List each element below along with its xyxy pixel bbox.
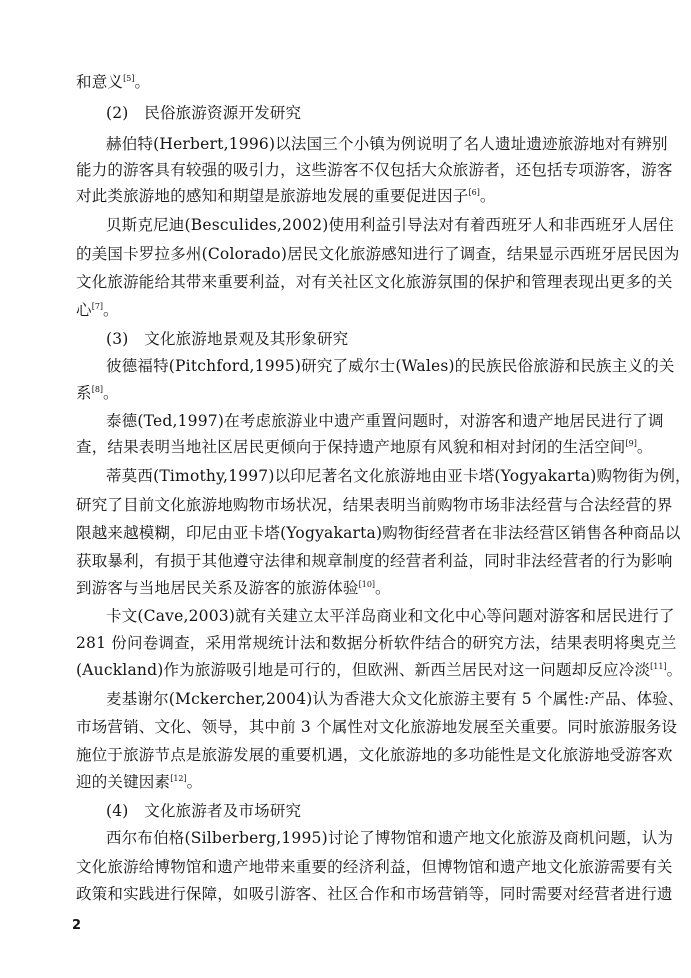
- citation-ref: [8]: [91, 384, 104, 394]
- line-tail: 。: [636, 438, 653, 456]
- text-line: [76, 159, 673, 181]
- citation-ref: [11]: [650, 661, 667, 671]
- text-line: [76, 577, 606, 599]
- line-text: 文化旅游给博物馆和遗产地带来重要的经济利益，但博物馆和遗产地文化旅游需要有关: [76, 858, 673, 876]
- line-text: 心: [76, 301, 92, 319]
- line-text: 政策和实践进行保障，如吸引游客、社区合作和市场营销等，同时需要对经营者进行遗: [76, 885, 673, 903]
- text-line: [76, 71, 606, 93]
- line-text: 赫伯特(Herbert,1996)以法国三个小镇为例说明了名人遗址遗迹旅游地对有辨别: [106, 135, 668, 153]
- text-line: [76, 744, 673, 766]
- line-text: 对此类旅游地的感知和期望是旅游地发展的重要促进因子: [76, 187, 469, 205]
- line-text: 研究了目前文化旅游地购物市场状况，结果表明当前购物市场非法经营与合法经营的界: [76, 496, 673, 514]
- line-text: 查，结果表明当地社区居民更倾向于保持遗产地原有风貌和相对封闭的生活空间: [76, 438, 626, 456]
- line-text: 系: [76, 384, 92, 402]
- citation-ref: [9]: [625, 438, 637, 448]
- line-text: 施位于旅游节点是旅游发展的重要机遇，文化旅游地的多功能性是文化旅游地受游客欢: [76, 746, 673, 764]
- text-line: [76, 716, 678, 738]
- text-line: [106, 827, 674, 849]
- citation-ref: [6]: [468, 187, 480, 197]
- text-line: [106, 688, 684, 710]
- text-line: [76, 550, 673, 572]
- line-text: 迎的关键因素: [76, 773, 171, 791]
- text-line: [76, 271, 673, 293]
- text-line: [76, 185, 606, 207]
- text-line: [76, 436, 653, 458]
- line-text: 的美国卡罗拉多州(Colorado)居民文化旅游感知进行了调查，结果显示西班牙居民因为: [76, 245, 680, 263]
- line-tail: 。: [186, 773, 203, 791]
- text-line: [106, 800, 606, 822]
- line-tail: 。: [479, 187, 496, 205]
- text-line: [106, 410, 664, 432]
- line-text: (2) 民俗旅游资源开发研究: [106, 104, 302, 122]
- citation-ref: [10]: [358, 579, 376, 589]
- text-line: [76, 382, 606, 404]
- text-line: [76, 771, 606, 793]
- text-line: [76, 632, 677, 654]
- line-text: 西尔布伯格(Silberberg,1995)讨论了博物馆和遗产地文化旅游及商机问题，认为: [106, 829, 674, 847]
- line-text: 限越来越模糊，印尼由亚卡塔(Yogyakarta)购物街经营者在非法经营区销售各种商品以: [76, 524, 681, 542]
- text-line: [76, 659, 683, 681]
- text-line: [76, 243, 680, 265]
- line-text: 彼德福特(Pitchford,1995)研究了威尔士(Wales)的民族民俗旅游和民族主义的关: [106, 357, 675, 375]
- line-tail: 。: [103, 384, 119, 402]
- line-text: 获取暴利，有损于其他遵守法律和规章制度的经营者利益，同时非法经营者的行为影响: [76, 552, 673, 570]
- page-number: 2: [72, 918, 82, 933]
- line-text: 泰德(Ted,1997)在考虑旅游业中遗产重置问题时，对游客和遗产地居民进行了调: [106, 412, 664, 430]
- text-line: [106, 328, 606, 350]
- text-line: [106, 133, 668, 155]
- citation-ref: [12]: [170, 773, 187, 783]
- citation-ref: [5]: [123, 73, 135, 83]
- line-text: (3) 文化旅游地景观及其形象研究: [106, 330, 349, 348]
- text-line: [106, 102, 606, 124]
- text-line: [76, 883, 673, 905]
- text-line: [106, 465, 691, 487]
- line-text: 能力的游客具有较强的吸引力，这些游客不仅包括大众旅游者，还包括专项游客，游客: [76, 161, 673, 179]
- line-text: 文化旅游能给其带来重要利益，对有关社区文化旅游氛围的保护和管理表现出更多的关: [76, 273, 673, 291]
- text-line: [76, 494, 673, 516]
- line-text: 到游客与当地居民关系及游客的旅游体验: [76, 579, 359, 597]
- line-text: 和意义: [76, 73, 124, 91]
- citation-ref: [7]: [91, 301, 104, 311]
- line-tail: 。: [375, 579, 391, 597]
- text-line: [106, 605, 675, 627]
- line-text: (4) 文化旅游者及市场研究: [106, 802, 302, 820]
- line-tail: 。: [134, 73, 151, 91]
- line-text: 281 份问卷调查，采用常规统计法和数据分析软件结合的研究方法，结果表明将奥克兰: [76, 634, 677, 652]
- text-line: [76, 856, 673, 878]
- line-tail: 。: [103, 301, 119, 319]
- text-line: [76, 299, 606, 321]
- text-line: [106, 355, 675, 377]
- text-line: [106, 214, 674, 236]
- line-text: 蒂莫西(Timothy,1997)以印尼著名文化旅游地由亚卡塔(Yogyakarta)购物街为例，: [106, 467, 691, 485]
- line-text: 市场营销、文化、领导，其中前 3 个属性对文化旅游地发展至关重要。同时旅游服务设: [76, 718, 678, 736]
- line-text: (Auckland)作为旅游吸引地是可行的，但欧洲、新西兰居民对这一问题却反应冷淡: [76, 661, 651, 679]
- text-line: [76, 522, 681, 544]
- line-tail: 。: [666, 661, 683, 679]
- line-text: 贝斯克尼迪(Besculides,2002)使用利益引导法对有着西班牙人和非西班牙人居住: [106, 216, 674, 234]
- line-text: 卡文(Cave,2003)就有关建立太平洋岛商业和文化中心等问题对游客和居民进行了: [106, 607, 675, 625]
- line-text: 麦基谢尔(Mckercher,2004)认为香港大众文化旅游主要有 5 个属性:产品、体验、: [106, 690, 684, 708]
